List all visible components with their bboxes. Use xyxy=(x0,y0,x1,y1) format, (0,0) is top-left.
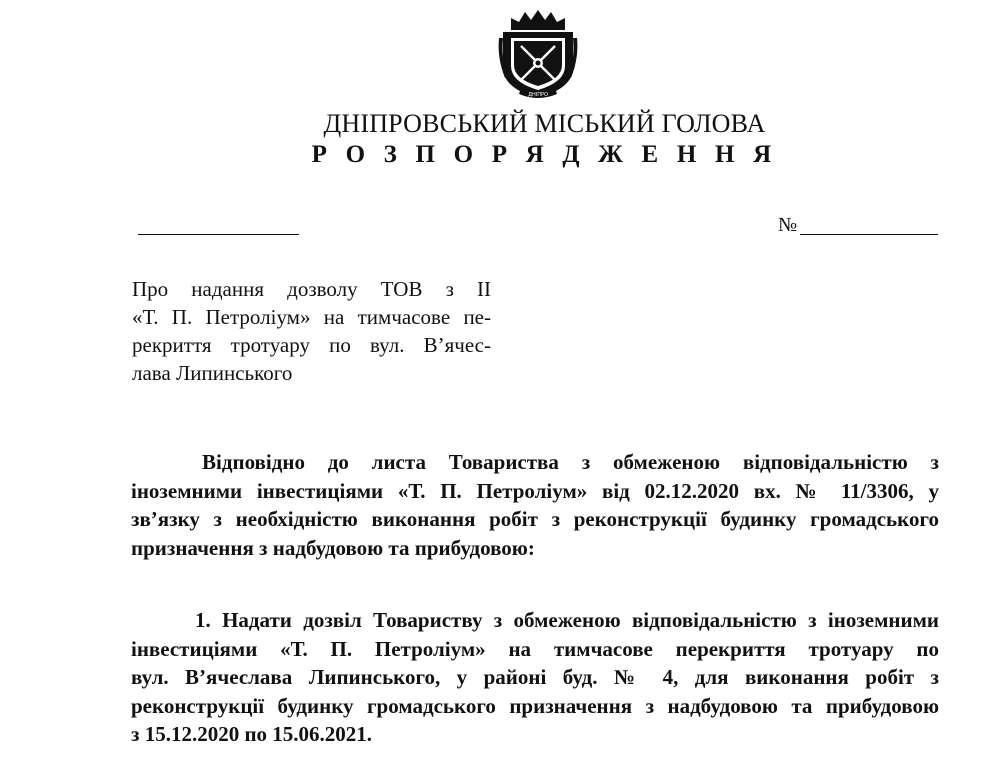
subject-line: рекриття тротуару по вул. В’ячес- xyxy=(132,333,491,357)
number-blank-line xyxy=(800,234,938,235)
emblem-crown xyxy=(511,10,565,30)
preamble-line: зв’язку з необхідністю виконання робіт з реконструкції будинку громадського xyxy=(131,507,939,531)
subject-line: «Т. П. Петролiум» на тимчасове пе- xyxy=(132,305,491,329)
preamble-line: іноземними інвестиціями «Т. П. Петролiум» від 02.12.2020 вх. № 11/3306, у xyxy=(131,478,939,503)
number-sign: № xyxy=(778,214,798,236)
authority-title: ДНІПРОВСЬКИЙ МІСЬКИЙ ГОЛОВА xyxy=(323,109,766,138)
preamble-line: призначення з надбудовою та прибудовою: xyxy=(131,535,535,560)
date-blank-line xyxy=(138,234,299,235)
dnipro-city-coat-of-arms-icon xyxy=(497,8,579,100)
item-1-line: вул. В’ячеслава Липинського, у районі буд. № 4, для виконання робіт з xyxy=(131,665,939,689)
item-1-line: інвестиціями «Т. П. Петролiум» на тимчасове перекриття тротуару по xyxy=(131,636,939,661)
item-1-line: з 15.12.2020 по 15.06.2021. xyxy=(131,722,373,746)
emblem-inscription: ДНІПРО xyxy=(528,92,548,98)
subject-line: лава Липинського xyxy=(132,361,293,385)
preamble-paragraph xyxy=(131,448,939,562)
preamble-line: Відповідно до листа Товариства з обмеженою відповідальністю з xyxy=(202,450,939,474)
subject-line: Про надання дозволу ТОВ з ІІ xyxy=(132,277,491,301)
item-1-paragraph xyxy=(131,606,939,749)
document-type-title: Р О З П О Р Я Д Ж Е Н Н Я xyxy=(311,141,778,168)
item-1-line: 1. Надати дозвіл Товариству з обмеженою відповідальністю з іноземними xyxy=(195,608,939,632)
item-1-line: реконструкції будинку громадського призначення з надбудовою та прибудовою xyxy=(131,693,939,718)
document-subject xyxy=(132,275,491,387)
